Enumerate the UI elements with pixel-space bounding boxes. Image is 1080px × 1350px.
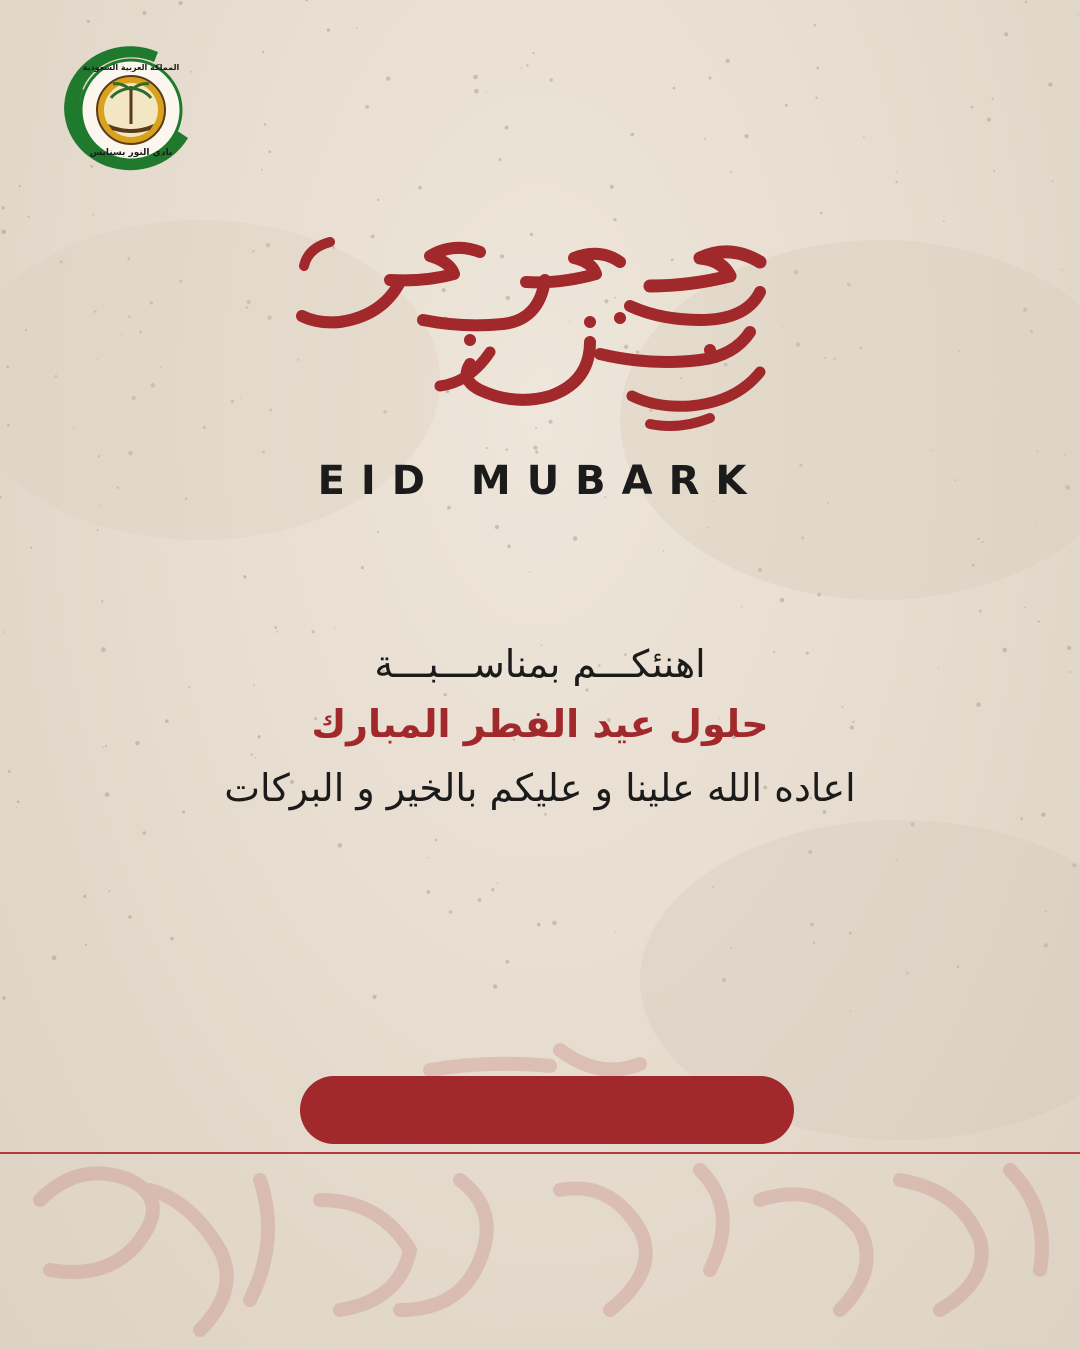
divider-line	[0, 1152, 1080, 1154]
greeting-line-2: حلول عيد الفطر المبارك	[311, 702, 769, 746]
accent-banner	[300, 1076, 794, 1144]
club-logo	[58, 38, 204, 178]
greeting-line-3: اعاده الله علينا و عليكم بالخير و البركات	[224, 766, 856, 810]
eid-mubark-title: EID MUBARK	[317, 458, 763, 504]
calligraphy-text: عيد سعيد	[540, 436, 544, 437]
eid-calligraphy-art	[290, 222, 790, 442]
logo-arabic-top: المملكة العربية السعودية	[82, 63, 180, 72]
greeting-line-1: اهنئكـــم بمناســـبـــة	[374, 642, 706, 686]
logo-arabic-bottom: نادي النور بسنابس	[89, 148, 173, 158]
